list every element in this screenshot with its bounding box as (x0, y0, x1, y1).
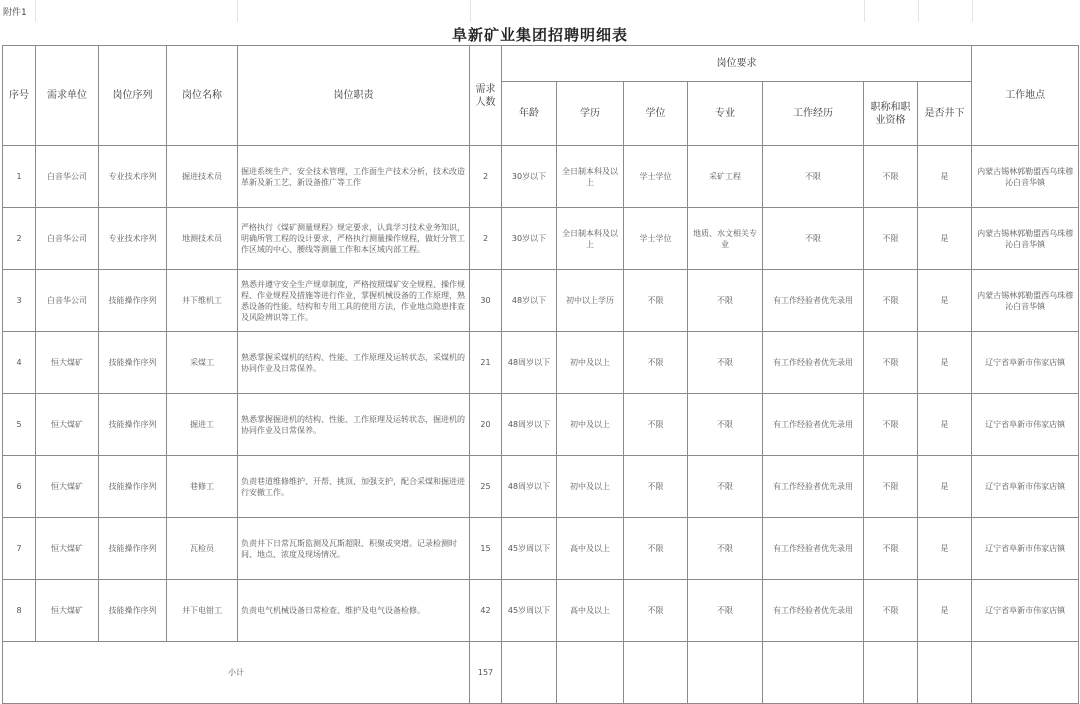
cell-position: 掘进工 (167, 394, 238, 456)
cell-underground: 是 (918, 456, 972, 518)
cell-major: 不限 (688, 456, 763, 518)
total-empty (972, 642, 1079, 704)
cell-series: 技能操作序列 (99, 270, 167, 332)
cell-duty: 熟悉并遵守安全生产规章制度，严格按照煤矿安全规程、操作规程、作业规程及措施等进行作业，掌握机械设备的工作原理，熟悉设备的性能、结构和专用工具的使用方法，作业地点隐患排查及风险辨识等工作。 (238, 270, 470, 332)
cell-seq: 2 (3, 208, 36, 270)
table-row (3, 332, 1079, 394)
cell-unit: 恒大煤矿 (36, 518, 99, 580)
cell-degree: 不限 (624, 270, 688, 332)
cell-title-qual: 不限 (864, 208, 918, 270)
cell-position: 瓦检员 (167, 518, 238, 580)
cell-location: 辽宁省阜新市伟家店镇 (972, 456, 1079, 518)
cell-experience: 有工作经验者优先录用 (763, 394, 864, 456)
cell-position: 地测技术员 (167, 208, 238, 270)
total-empty (763, 642, 864, 704)
cell-duty: 严格执行《煤矿测量规程》规定要求，认真学习技术业务知识，明确所管工程的设计要求，严格执行测量操作规程，做好分管工作区域的中心、腰线等测量工作和本区域内部工程。 (238, 208, 470, 270)
cell-title-qual: 不限 (864, 580, 918, 642)
total-count: 157 (470, 642, 502, 704)
cell-position: 采煤工 (167, 332, 238, 394)
table-row (3, 394, 1079, 456)
cell-underground: 是 (918, 270, 972, 332)
cell-series: 技能操作序列 (99, 456, 167, 518)
cell-major: 地质、水文相关专业 (688, 208, 763, 270)
table-row (3, 456, 1079, 518)
cell-underground: 是 (918, 332, 972, 394)
header-major: 专业 (688, 82, 763, 146)
cell-location: 内蒙古锡林郭勒盟西乌珠穆沁白音华镇 (972, 146, 1079, 208)
cell-underground: 是 (918, 394, 972, 456)
cell-degree: 学士学位 (624, 146, 688, 208)
cell-unit: 白音华公司 (36, 270, 99, 332)
header-underground: 是否井下 (918, 82, 972, 146)
cell-series: 技能操作序列 (99, 518, 167, 580)
header-title-qual: 职称和职业资格 (864, 82, 918, 146)
cell-age: 48周岁以下 (502, 394, 557, 456)
cell-experience: 有工作经验者优先录用 (763, 270, 864, 332)
total-row (3, 642, 1079, 704)
cell-experience: 不限 (763, 208, 864, 270)
header-unit: 需求单位 (36, 46, 99, 146)
header-series: 岗位序列 (99, 46, 167, 146)
cell-education: 初中及以上 (557, 456, 624, 518)
cell-unit: 白音华公司 (36, 146, 99, 208)
cell-series: 专业技术序列 (99, 146, 167, 208)
cell-unit: 恒大煤矿 (36, 332, 99, 394)
cell-degree: 不限 (624, 394, 688, 456)
cell-location: 辽宁省阜新市伟家店镇 (972, 394, 1079, 456)
cell-experience: 有工作经验者优先录用 (763, 580, 864, 642)
cell-age: 45岁周以下 (502, 518, 557, 580)
cell-age: 45岁周以下 (502, 580, 557, 642)
header-requirements: 岗位要求 (502, 46, 972, 82)
header-experience: 工作经历 (763, 82, 864, 146)
cell-title-qual: 不限 (864, 270, 918, 332)
header-duty: 岗位职责 (238, 46, 470, 146)
cell-seq: 5 (3, 394, 36, 456)
header-education: 学历 (557, 82, 624, 146)
cell-count: 30 (470, 270, 502, 332)
cell-age: 48周岁以下 (502, 456, 557, 518)
cell-duty: 负责井下日常瓦斯监测及瓦斯超限、积聚或突增。记录检测时间、地点、浓度及现场情况。 (238, 518, 470, 580)
cell-location: 内蒙古锡林郭勒盟西乌珠穆沁白音华镇 (972, 270, 1079, 332)
header-location: 工作地点 (972, 46, 1079, 146)
total-label: 小计 (3, 642, 470, 704)
cell-series: 技能操作序列 (99, 580, 167, 642)
cell-count: 15 (470, 518, 502, 580)
cell-count: 21 (470, 332, 502, 394)
total-empty (557, 642, 624, 704)
cell-seq: 8 (3, 580, 36, 642)
table-row (3, 580, 1079, 642)
cell-education: 高中及以上 (557, 580, 624, 642)
cell-duty: 熟悉掌握采煤机的结构、性能、工作原理及运转状态，采煤机的协同作业及日常保养。 (238, 332, 470, 394)
cell-title-qual: 不限 (864, 332, 918, 394)
cell-underground: 是 (918, 146, 972, 208)
header-degree: 学位 (624, 82, 688, 146)
cell-underground: 是 (918, 580, 972, 642)
cell-count: 2 (470, 146, 502, 208)
cell-seq: 3 (3, 270, 36, 332)
cell-experience: 不限 (763, 146, 864, 208)
total-empty (918, 642, 972, 704)
cell-unit: 恒大煤矿 (36, 456, 99, 518)
total-empty (624, 642, 688, 704)
cell-duty: 负责巷道维修维护、开帮、挑顶、加强支护，配合采煤和掘进进行安撤工作。 (238, 456, 470, 518)
cell-education: 全日制本科及以上 (557, 146, 624, 208)
cell-major: 不限 (688, 394, 763, 456)
table-row (3, 208, 1079, 270)
cell-degree: 不限 (624, 456, 688, 518)
header-age: 年龄 (502, 82, 557, 146)
recruitment-table (2, 45, 1079, 704)
cell-position: 井下维机工 (167, 270, 238, 332)
cell-title-qual: 不限 (864, 146, 918, 208)
sheet-top-strip (0, 0, 1080, 22)
cell-series: 专业技术序列 (99, 208, 167, 270)
cell-count: 25 (470, 456, 502, 518)
header-position: 岗位名称 (167, 46, 238, 146)
cell-experience: 有工作经验者优先录用 (763, 332, 864, 394)
cell-education: 全日制本科及以上 (557, 208, 624, 270)
cell-title-qual: 不限 (864, 456, 918, 518)
cell-count: 42 (470, 580, 502, 642)
cell-duty: 掘进系统生产、安全技术管理，工作面生产技术分析，技术改造革新及新工艺、新设备推广等工作 (238, 146, 470, 208)
header-seq: 序号 (3, 46, 36, 146)
cell-age: 48周岁以下 (502, 332, 557, 394)
cell-location: 辽宁省阜新市伟家店镇 (972, 518, 1079, 580)
total-empty (502, 642, 557, 704)
cell-education: 初中以上学历 (557, 270, 624, 332)
page-title: 阜新矿业集团招聘明细表 (451, 26, 628, 44)
cell-count: 20 (470, 394, 502, 456)
cell-count: 2 (470, 208, 502, 270)
cell-position: 巷修工 (167, 456, 238, 518)
cell-age: 30岁以下 (502, 146, 557, 208)
cell-unit: 白音华公司 (36, 208, 99, 270)
cell-experience: 有工作经验者优先录用 (763, 518, 864, 580)
attachment-label: 附件1 (3, 8, 27, 18)
cell-education: 初中及以上 (557, 394, 624, 456)
cell-position: 井下电钳工 (167, 580, 238, 642)
cell-degree: 不限 (624, 580, 688, 642)
cell-seq: 4 (3, 332, 36, 394)
table-row (3, 518, 1079, 580)
header-count: 需求人数 (470, 46, 502, 146)
cell-experience: 有工作经验者优先录用 (763, 456, 864, 518)
total-empty (864, 642, 918, 704)
cell-seq: 1 (3, 146, 36, 208)
cell-age: 30岁以下 (502, 208, 557, 270)
cell-major: 不限 (688, 580, 763, 642)
cell-series: 技能操作序列 (99, 394, 167, 456)
cell-education: 初中及以上 (557, 332, 624, 394)
cell-major: 采矿工程 (688, 146, 763, 208)
cell-degree: 学士学位 (624, 208, 688, 270)
cell-unit: 恒大煤矿 (36, 580, 99, 642)
cell-location: 辽宁省阜新市伟家店镇 (972, 332, 1079, 394)
cell-major: 不限 (688, 332, 763, 394)
cell-major: 不限 (688, 518, 763, 580)
cell-age: 48岁以下 (502, 270, 557, 332)
cell-education: 高中及以上 (557, 518, 624, 580)
cell-title-qual: 不限 (864, 394, 918, 456)
total-empty (688, 642, 763, 704)
cell-underground: 是 (918, 518, 972, 580)
cell-underground: 是 (918, 208, 972, 270)
cell-location: 辽宁省阜新市伟家店镇 (972, 580, 1079, 642)
cell-seq: 6 (3, 456, 36, 518)
cell-series: 技能操作序列 (99, 332, 167, 394)
cell-seq: 7 (3, 518, 36, 580)
cell-unit: 恒大煤矿 (36, 394, 99, 456)
cell-title-qual: 不限 (864, 518, 918, 580)
cell-degree: 不限 (624, 332, 688, 394)
cell-duty: 熟悉掌握掘进机的结构、性能、工作原理及运转状态，掘进机的协同作业及日常保养。 (238, 394, 470, 456)
cell-major: 不限 (688, 270, 763, 332)
cell-degree: 不限 (624, 518, 688, 580)
table-row (3, 270, 1079, 332)
table-row (3, 146, 1079, 208)
cell-location: 内蒙古锡林郭勒盟西乌珠穆沁白音华镇 (972, 208, 1079, 270)
cell-duty: 负责电气机械设备日常检查、维护及电气设备检修。 (238, 580, 470, 642)
cell-position: 掘进技术员 (167, 146, 238, 208)
